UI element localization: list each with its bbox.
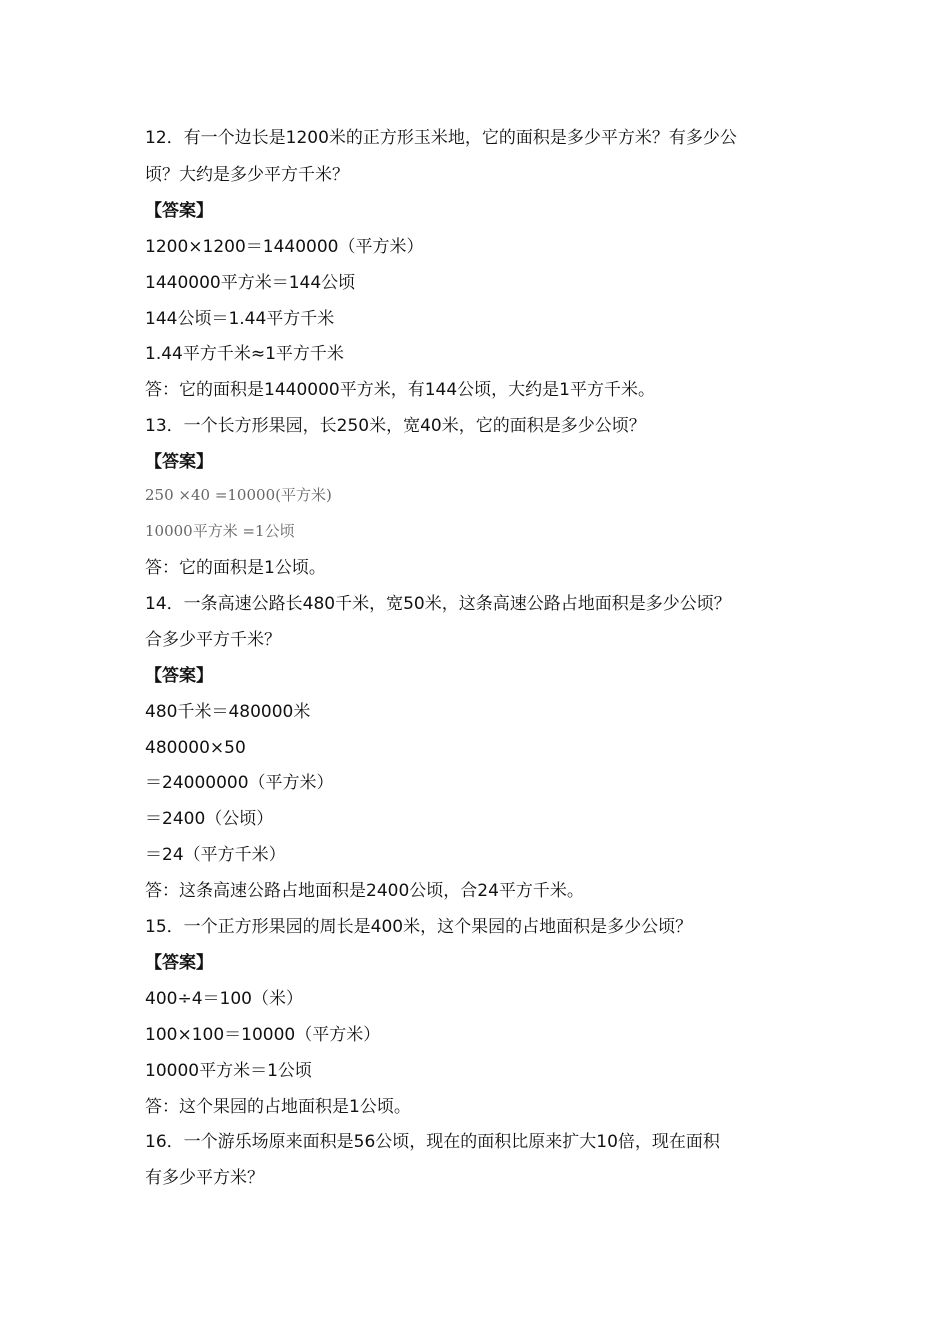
- answer-line: ＝24（平方千米）: [145, 845, 286, 865]
- answer-line: 1200×1200＝1440000（平方米）: [145, 237, 424, 257]
- answer-conclusion: 答：这个果园的占地面积是1公顷。: [145, 1097, 411, 1117]
- equation-image-line: 250 ×40 =10000(平方米): [145, 486, 332, 504]
- answer-line: 100×100＝10000（平方米）: [145, 1025, 381, 1045]
- answer-line: 400÷4＝100（米）: [145, 989, 303, 1009]
- equation-image-line: 10000平方米 =1公顷: [145, 522, 295, 540]
- question-15: 15．一个正方形果园的周长是400米，这个果园的占地面积是多少公顷？: [145, 917, 693, 937]
- answer-line: 480000×50: [145, 738, 246, 758]
- question-14-line-2: 合多少平方千米？: [145, 630, 281, 650]
- answer-line: 144公顷＝1.44平方千米: [145, 309, 335, 329]
- answer-line: 480千米＝480000米: [145, 702, 311, 722]
- question-13: 13．一个长方形果园，长250米，宽40米，它的面积是多少公顷？: [145, 416, 646, 436]
- answer-line: 1440000平方米＝144公顷: [145, 273, 356, 293]
- answer-heading: 【答案】: [145, 953, 213, 973]
- answer-line: ＝2400（公顷）: [145, 809, 274, 829]
- question-16-line-2: 有多少平方米？: [145, 1168, 264, 1188]
- question-16-line-1: 16．一个游乐场原来面积是56公顷，现在的面积比原来扩大10倍，现在面积: [145, 1132, 720, 1152]
- answer-conclusion: 答：这条高速公路占地面积是2400公顷，合24平方千米。: [145, 881, 584, 901]
- question-12-line-2: 顷？大约是多少平方千米？: [145, 165, 349, 185]
- answer-conclusion: 答：它的面积是1公顷。: [145, 558, 326, 578]
- answer-line: ＝24000000（平方米）: [145, 773, 334, 793]
- answer-heading: 【答案】: [145, 201, 213, 221]
- question-12-line-1: 12．有一个边长是1200米的正方形玉米地，它的面积是多少平方米？有多少公: [145, 128, 737, 148]
- answer-heading: 【答案】: [145, 666, 213, 686]
- answer-line: 10000平方米＝1公顷: [145, 1061, 312, 1081]
- answer-line: 1.44平方千米≈1平方千米: [145, 344, 344, 364]
- answer-heading: 【答案】: [145, 452, 213, 472]
- answer-conclusion: 答：它的面积是1440000平方米，有144公顷，大约是1平方千米。: [145, 380, 655, 400]
- question-14-line-1: 14．一条高速公路长480千米，宽50米，这条高速公路占地面积是多少公顷？: [145, 594, 731, 614]
